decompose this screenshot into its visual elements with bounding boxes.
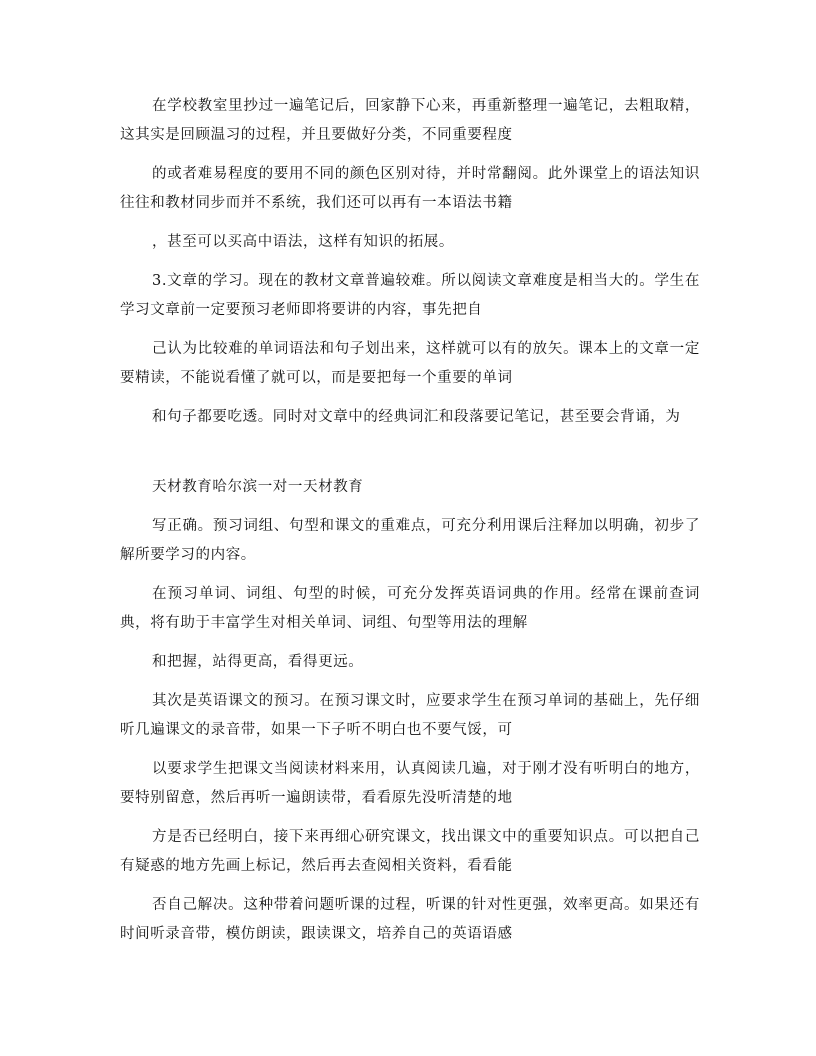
header-line: 天材教育哈尔滨一对一天材教育: [152, 479, 364, 495]
paragraph-10: 其次是英语课文的预习。在预习课文时，应要求学生在预习单词的基础上，先仔细听几遍课文的录音带，如果一下子听不明白也不要气馁，可: [120, 693, 700, 738]
paragraph-6: 和句子都要吃透。同时对文章中的经典词汇和段落要记笔记，甚至要会背诵，为: [152, 409, 681, 425]
paragraph-7: 写正确。预习词组、句型和课文的重难点，可充分利用课后注释加以明确，初步了解所要学习的内容。: [120, 518, 700, 563]
paragraph-3: ，甚至可以买高中语法，这样有知识的拓展。: [152, 234, 454, 250]
paragraph-5: 己认为比较难的单词语法和句子划出来，这样就可以有的放矢。课本上的文章一定要精读，不能说看懂了就可以，而是要把每一个重要的单词: [120, 341, 700, 386]
paragraph-2: 的或者难易程度的要用不同的颜色区别对待，并时常翻阅。此外课堂上的语法知识往往和教材同步而并不系统，我们还可以再有一本语法书籍: [120, 166, 700, 211]
paragraph-13: 否自己解决。这种带着问题听课的过程，听课的针对性更强，效率更高。如果还有时间听录音带，模仿朗读，跟读课文，培养自己的英语语感: [120, 897, 700, 942]
paragraph-4: 3.文章的学习。现在的教材文章普遍较难。所以阅读文章难度是相当大的。学生在学习文章前一定要预习老师即将要讲的内容，事先把自: [120, 273, 700, 318]
paragraph-8: 在预习单词、词组、句型的时候，可充分发挥英语词典的作用。经常在课前查词典，将有助于丰富学生对相关单词、词组、句型等用法的理解: [120, 586, 700, 631]
paragraph-9: 和把握，站得更高，看得更远。: [152, 654, 364, 670]
paragraph-11: 以要求学生把课文当阅读材料来用，认真阅读几遍，对于刚才没有听明白的地方，要特别留意，然后再听一遍朗读带，看看原先没听清楚的地: [120, 761, 700, 806]
paragraph-12: 方是否已经明白，接下来再细心研究课文，找出课文中的重要知识点。可以把自己有疑惑的地方先画上标记，然后再去查阅相关资料，看看能: [120, 829, 700, 874]
paragraph-1: 在学校教室里抄过一遍笔记后，回家静下心来，再重新整理一遍笔记，去粗取精，这其实是回顾温习的过程，并且要做好分类，不同重要程度: [120, 98, 700, 143]
